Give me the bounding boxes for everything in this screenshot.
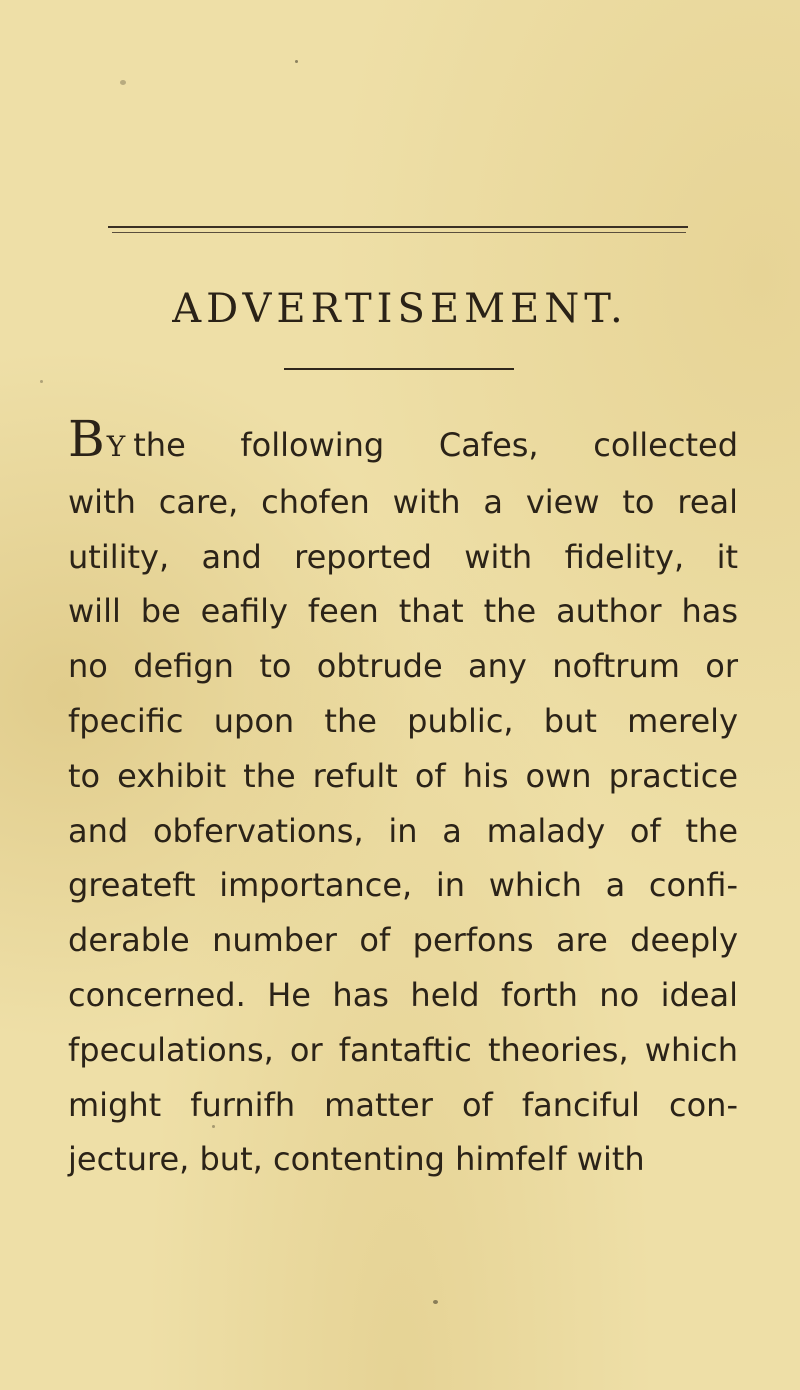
paper-speck [40, 380, 43, 383]
text-line-13: might furnifh matter of fanciful con- [68, 1085, 738, 1124]
top-double-rule [108, 226, 688, 228]
text-line-7: to exhibit the refult of his own practice [68, 756, 738, 795]
text-line-11: concerned. He has held forth no ideal [68, 975, 738, 1014]
paper-speck [212, 1125, 215, 1128]
page-title: ADVERTISEMENT. [172, 286, 628, 332]
text-line-4: will be eafily feen that the author has [68, 592, 738, 631]
text-line-10: derable number of perfons are deeply [68, 921, 738, 960]
top-double-rule-thin [112, 232, 686, 233]
text-line-14: jecture, but, contenting himfelf with [68, 1140, 645, 1179]
text-line-6: fpecific upon the public, but merely [68, 701, 738, 740]
text-line-3: utility, and reported with fidelity, it [68, 537, 738, 576]
text-line-1-content: the following Cafes, collected [133, 426, 738, 464]
small-caps-remainder: Y [106, 430, 126, 463]
text-line-5: no defign to obtrude any noftrum or [68, 647, 738, 686]
paper-speck [120, 80, 126, 85]
text-line-9: greateft importance, in which a confi- [68, 866, 738, 905]
title-underline-rule [284, 368, 514, 370]
paper-speck [295, 60, 298, 63]
text-line-12: fpeculations, or fantaftic theories, which [68, 1030, 738, 1069]
advertisement-body [68, 410, 738, 1187]
text-line-2: with care, chofen with a view to real [68, 482, 738, 521]
text-line-1 [68, 410, 738, 475]
paper-speck [433, 1300, 438, 1304]
text-line-8: and obfervations, in a malady of the [68, 811, 738, 850]
drop-cap: B [68, 410, 105, 468]
